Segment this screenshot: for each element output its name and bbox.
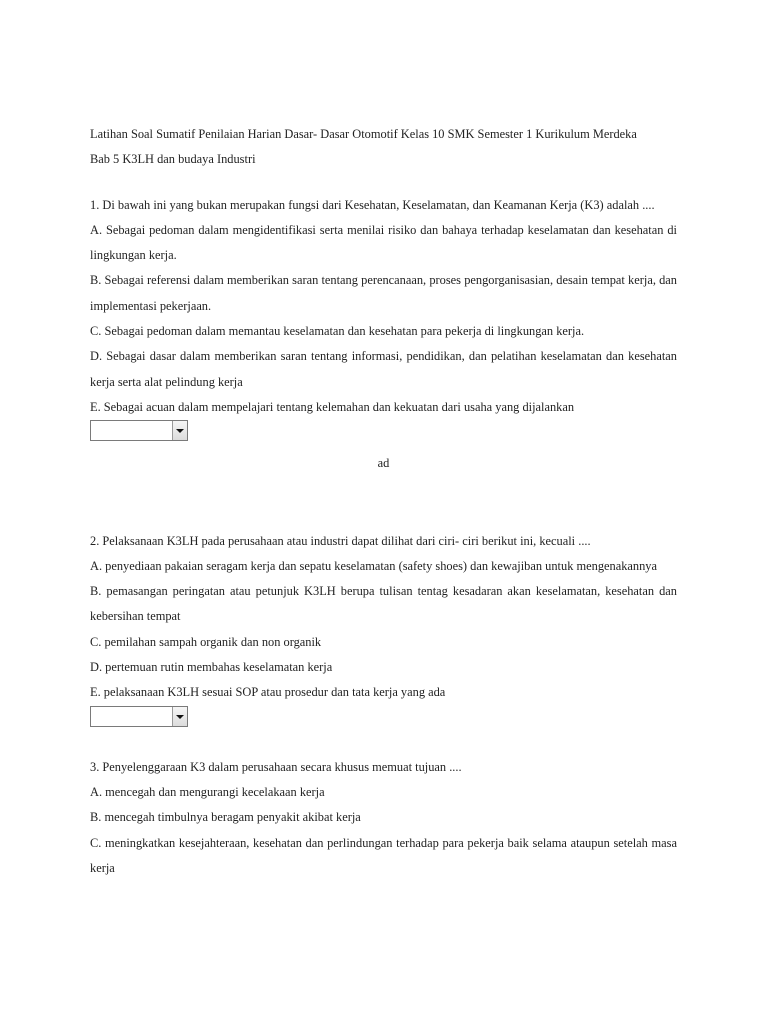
question-2-option-c: C. pemilahan sampah organik dan non organik — [90, 634, 322, 649]
title-line-1: Latihan Soal Sumatif Penilaian Harian Dasar- Dasar Otomotif Kelas 10 SMK Semester 1 Kurikulum Merdeka — [90, 127, 637, 141]
question-3 — [90, 755, 677, 881]
question-2-option-a: A. penyediaan pakaian seragam kerja dan sepatu keselamatan (safety shoes) dan kewajiban untuk mengenakannya — [90, 558, 657, 573]
question-3-option-b: B. mencegah timbulnya beragam penyakit akibat kerja — [90, 810, 361, 825]
question-1-option-b: B. Sebagai referensi dalam memberikan saran tentang perencanaan, proses pengorganisasian, desain tempat kerja, dan implementasi pekerjaan. — [90, 273, 677, 313]
question-1-option-c: C. Sebagai pedoman dalam memantau keselamatan dan kesehatan para pekerja di lingkungan kerja. — [90, 324, 585, 339]
dropdown-button[interactable] — [172, 421, 187, 440]
title-line-2: Bab 5 K3LH dan budaya Industri — [90, 152, 256, 167]
question-1-options — [90, 218, 677, 420]
question-3-option-c: C. meningkatkan kesejahteraan, kesehatan dan perlindungan terhadap para pekerja baik selama ataupun setelah masa kerja — [90, 835, 677, 875]
question-3-options — [90, 780, 677, 881]
question-1 — [90, 193, 677, 442]
question-1-option-e: E. Sebagai acuan dalam mempelajari tentang kelemahan dan kekuatan dari usaha yang dijalankan — [90, 399, 575, 414]
question-1-option-d: D. Sebagai dasar dalam memberikan saran tentang informasi, pendidikan, dan pelatihan keselamatan dan kesehatan kerja serta alat pelindung kerja — [90, 349, 677, 389]
dropdown-button[interactable] — [172, 707, 187, 726]
question-2 — [90, 529, 677, 727]
chevron-down-icon — [176, 715, 184, 719]
question-2-text: 2. Pelaksanaan K3LH pada perusahaan atau industri dapat dilihat dari ciri- ciri berikut ini, kecuali .... — [90, 533, 591, 548]
question-1-option-a: A. Sebagai pedoman dalam mengidentifikasi serta menilai risiko dan bahaya terhadap keselamatan dan kesehatan di lingkungan kerja. — [90, 222, 677, 263]
question-2-option-b: B. pemasangan peringatan atau petunjuk K3LH berupa tulisan tentag kesadaran akan keselamatan, kesehatan dan kebersihan tempat — [90, 584, 677, 624]
question-1-answer-dropdown[interactable] — [90, 420, 188, 441]
question-2-option-e: E. pelaksanaan K3LH sesuai SOP atau prosedur dan tata kerja yang ada — [90, 685, 446, 700]
document-title — [90, 122, 677, 173]
spacer — [90, 727, 677, 755]
question-2-answer-dropdown[interactable] — [90, 706, 188, 727]
question-2-option-d: D. pertemuan rutin membahas keselamatan kerja — [90, 660, 333, 675]
question-1-text: 1. Di bawah ini yang bukan merupakan fungsi dari Kesehatan, Keselamatan, dan Keamanan Kerja (K3) adalah .... — [90, 197, 655, 212]
ad-placeholder: ad — [377, 456, 390, 471]
document-page — [90, 122, 677, 881]
question-3-text: 3. Penyelenggaraan K3 dalam perusahaan secara khusus memuat tujuan .... — [90, 759, 462, 774]
chevron-down-icon — [176, 429, 184, 433]
question-2-options — [90, 554, 677, 706]
question-3-option-a: A. mencegah dan mengurangi kecelakaan kerja — [90, 784, 325, 799]
